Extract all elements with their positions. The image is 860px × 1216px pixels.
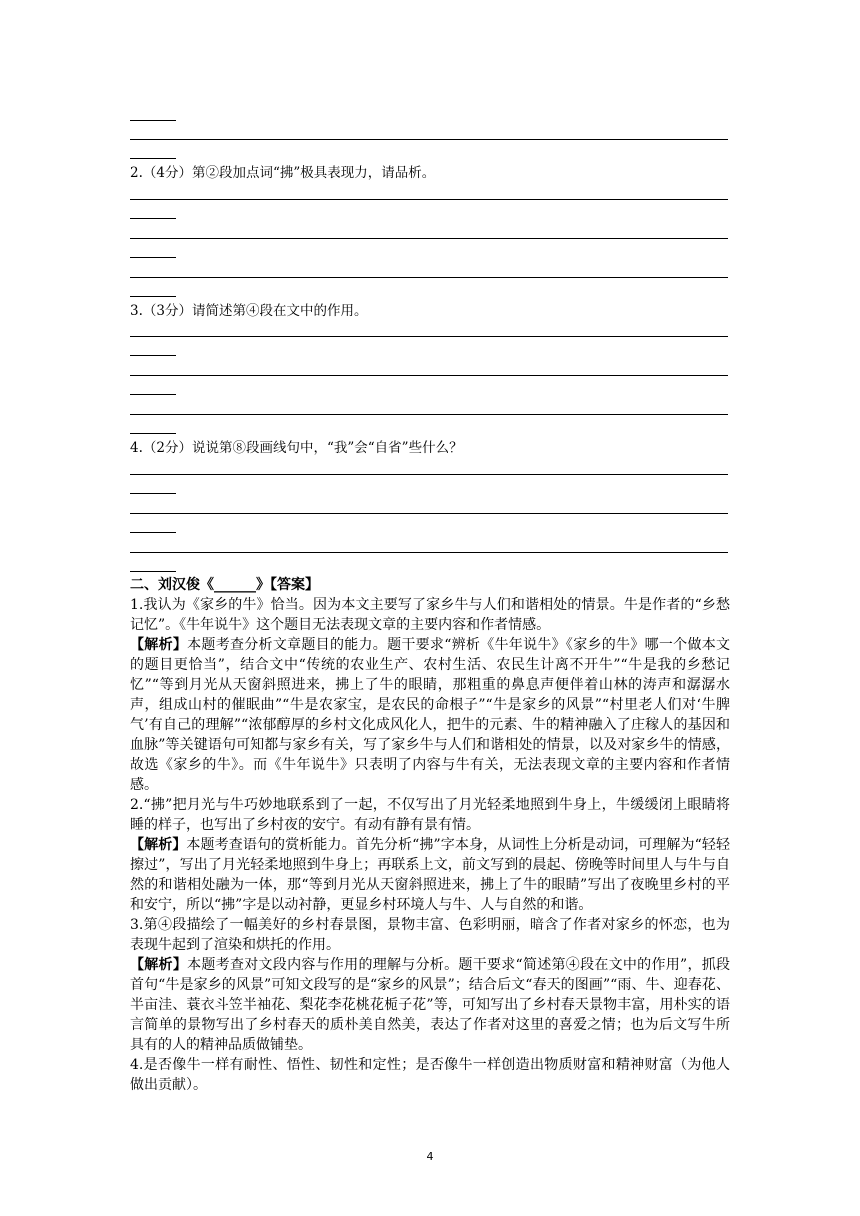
answer-line-stub <box>130 296 176 297</box>
analysis-1 <box>130 635 730 795</box>
answer-line <box>130 336 728 337</box>
question-4: 4.（2分）说说第⑧段画线句中，“我”会“自省”些什么？ <box>130 440 463 456</box>
answer-4: 4.是否像牛一样有耐性、悟性、韧性和定性；是否像牛一样创造出物质财富和精神财富（为他人做出贡献）。 <box>130 1057 730 1093</box>
answer-section <box>130 575 730 1095</box>
section-title: 二、刘汉俊《______》【答案】 <box>130 577 319 593</box>
answer-3: 3.第④段描绘了一幅美好的乡村春景图，景物丰富、色彩明丽，暗含了作者对家乡的怀恋，也为表现牛起到了渲染和烘托的作用。 <box>130 917 730 953</box>
answer-2: 2.“拂”把月光与牛巧妙地联系到了一起，不仅写出了月光轻柔地照到牛身上，牛缓缓闭上眼睛将睡的样子，也写出了乡村夜的安宁。有动有静有景有情。 <box>130 797 730 833</box>
answer-line-stub <box>130 120 176 121</box>
answer-line-stub <box>130 493 176 494</box>
answer-line <box>130 474 728 475</box>
question-2: 2.（4分）第②段加点词“拂”极具表现力，请品析。 <box>130 165 436 181</box>
analysis-tag: 【解析】 <box>130 957 188 973</box>
answer-line <box>130 414 728 415</box>
answer-1: 1.我认为《家乡的牛》恰当。因为本文主要写了家乡牛与人们和谐相处的情景。牛是作者的“乡愁记忆”。《牛年说牛》这个题目无法表现文章的主要内容和作者情感。 <box>130 597 730 633</box>
answer-line-stub <box>130 218 176 219</box>
answer-line <box>130 199 728 200</box>
answer-line <box>130 375 728 376</box>
answer-line-stub <box>130 571 176 572</box>
answer-line <box>130 139 728 140</box>
question-3: 3.（3分）请简述第④段在文中的作用。 <box>130 303 368 319</box>
answer-line <box>130 238 728 239</box>
answer-line-stub <box>130 355 176 356</box>
analysis-3 <box>130 955 730 1055</box>
answer-line-stub <box>130 394 176 395</box>
analysis-1-text: 本题考查分析文章题目的能力。题干要求“辨析《牛年说牛》《家乡的牛》哪一个做本文的题目更恰当”，结合文中“传统的农业生产、农村生活、农民生计离不开牛”“牛是我的乡愁记忆”“等到月光从天窗斜照进来，拂上了牛的眼睛，那粗重的鼻息声便伴着山林的涛声和潺潺水声，组成山村的催眠曲”“牛是农家宝，是农民的命根子”“牛是家乡的风景”“村里老人们对‘牛脾气’有自己的理解”“浓郁醇厚的乡村文化成风化人，把牛的元素、牛的精神融入了庄稼人的基因和血脉”等关键语句可知都与家乡有关，写了家乡牛与人们和谐相处的情景，以及对家乡牛的情感，故选《家乡的牛》。而《牛年说牛》只表明了内容与牛有关，无法表现文章的主要内容和作者情感。 <box>130 637 731 793</box>
analysis-2-text: 本题考查语句的赏析能力。首先分析“拂”字本身，从词性上分析是动词，可理解为“轻轻擦过”，写出了月光轻柔地照到牛身上；再联系上文，前文写到的晨起、傍晚等时间里人与牛与自然的和谐相处融为一体，那“等到月光从天窗斜照进来，拂上了牛的眼睛”写出了夜晚里乡村的平和安宁，所以“拂”字是以动衬静，更显乡村环境人与牛、人与自然的和谐。 <box>130 837 730 913</box>
answer-line <box>130 277 728 278</box>
answer-line-stub <box>130 433 176 434</box>
answer-line-stub <box>130 532 176 533</box>
answer-line-stub <box>130 257 176 258</box>
answer-line <box>130 552 728 553</box>
analysis-tag: 【解析】 <box>130 837 187 853</box>
analysis-tag: 【解析】 <box>130 637 188 653</box>
analysis-2 <box>130 835 730 915</box>
analysis-3-text: 本题考查对文段内容与作用的理解与分析。题干要求“简述第④段在文中的作用”，抓段首句“牛是家乡的风景”可知文段写的是“家乡的风景”；结合后文“春天的图画”“雨、牛、迎春花、半亩洼、蓑衣斗笠半袖花、梨花李花桃花栀子花”等，可知写出了乡村春天景物丰富，用朴实的语言简单的景物写出了乡村春天的质朴美自然美，表达了作者对这里的喜爱之情；也为后文写牛所具有的人的精神品质做铺垫。 <box>130 957 731 1053</box>
page-number: 4 <box>426 1150 434 1163</box>
answer-line <box>130 513 728 514</box>
answer-line-stub <box>130 158 176 159</box>
